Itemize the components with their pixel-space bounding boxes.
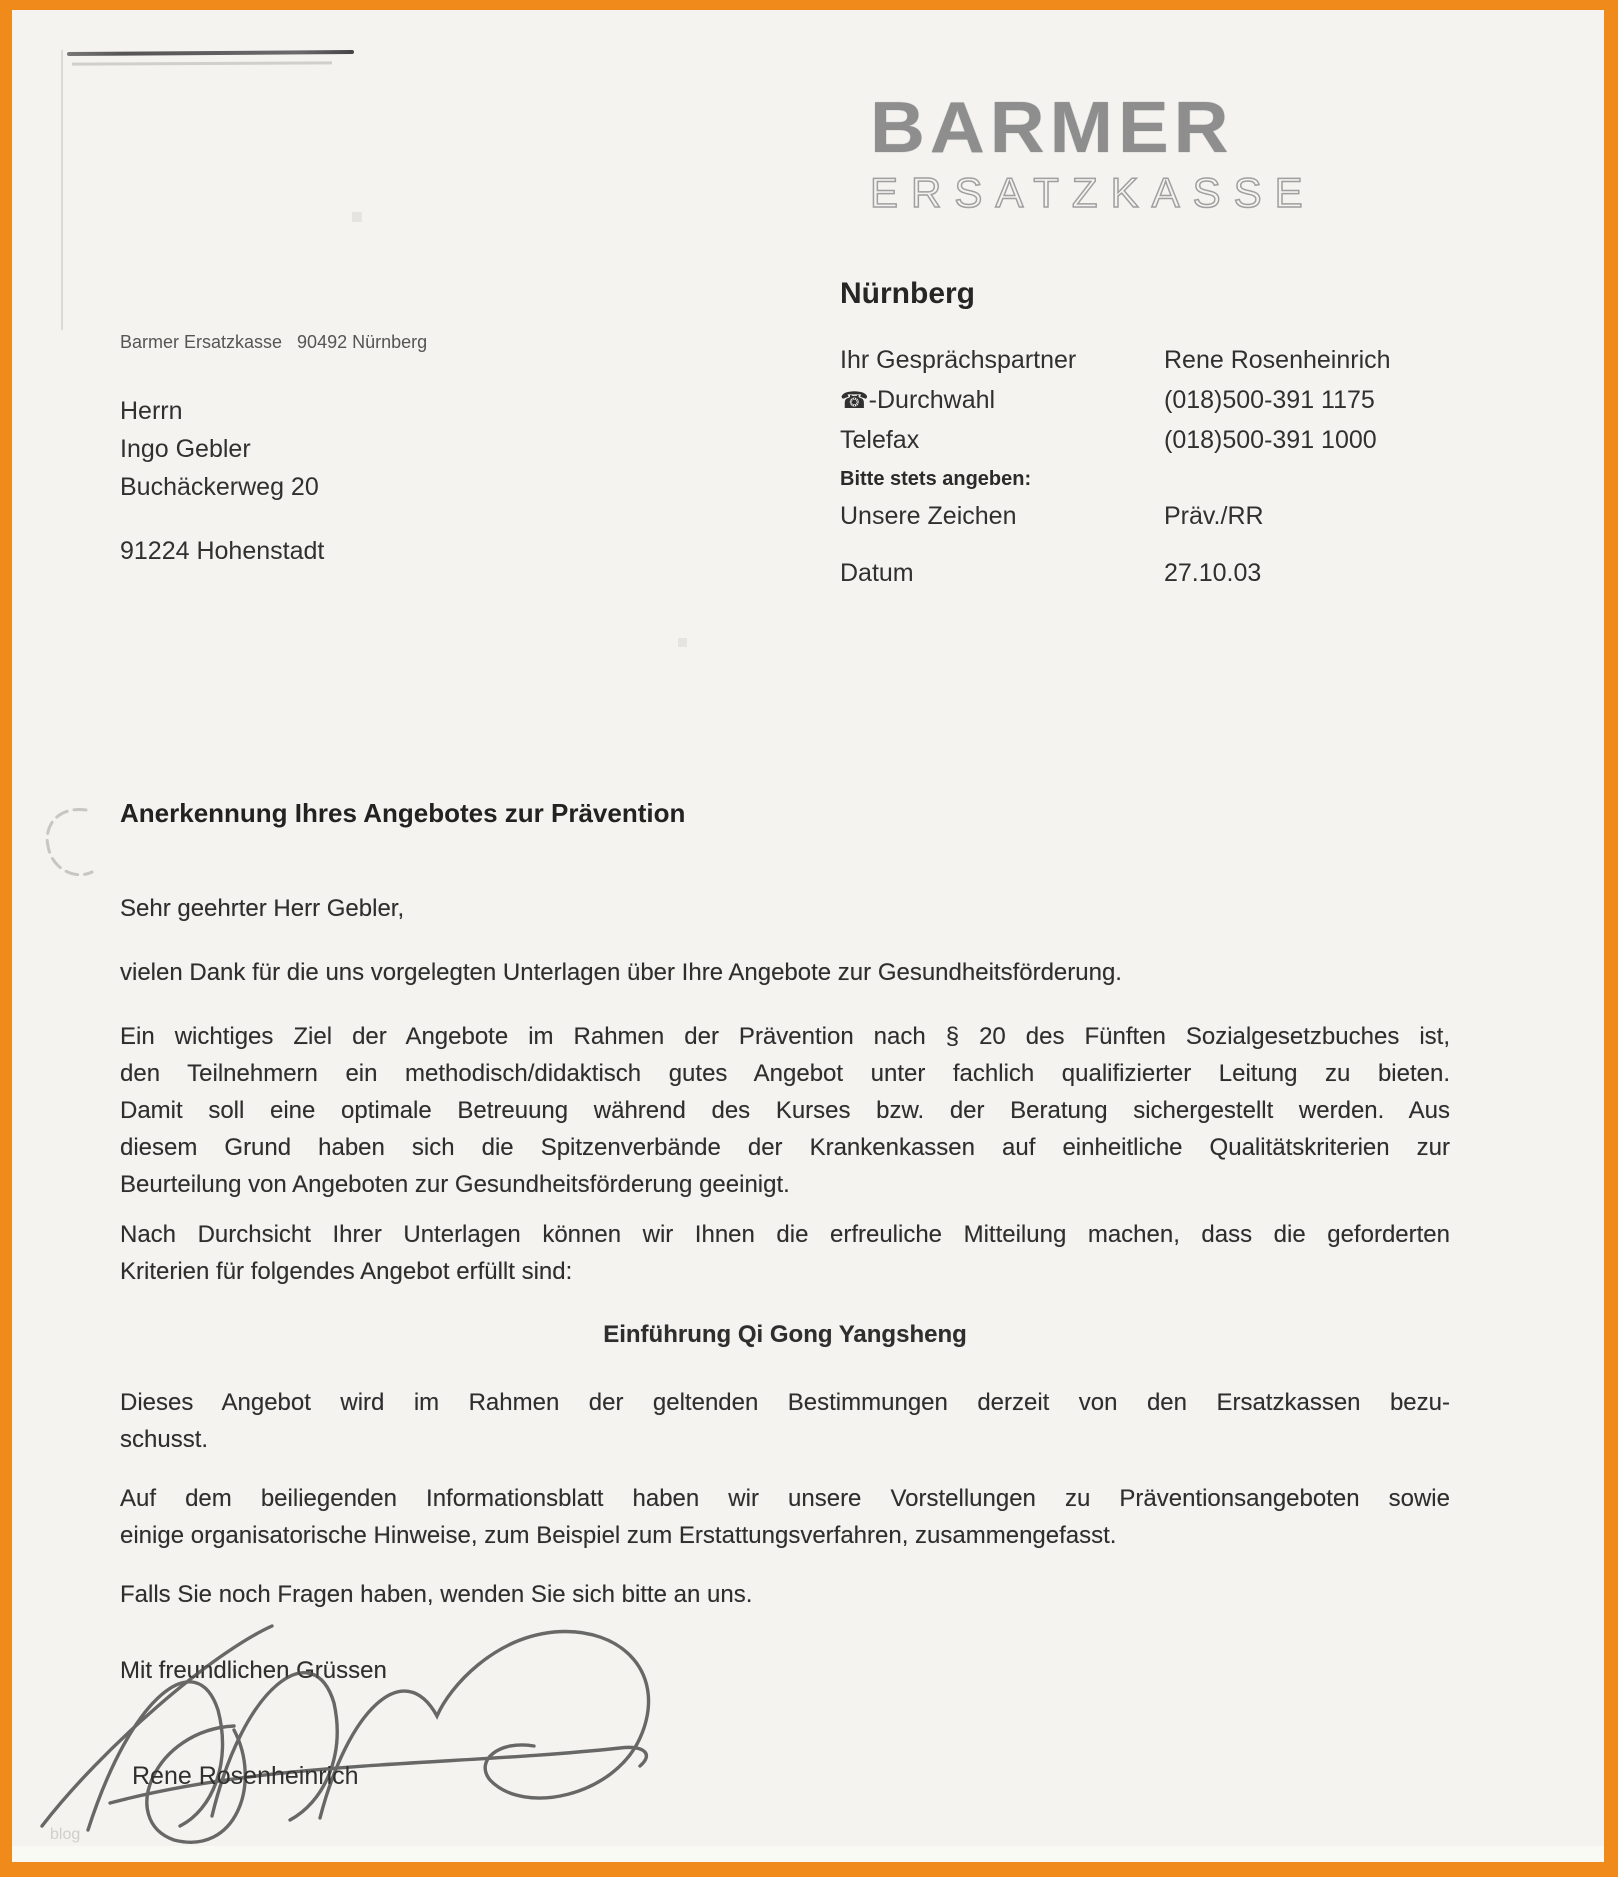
note-label: Bitte stets angeben:: [840, 468, 1032, 490]
scan-artifact-line: [67, 50, 354, 56]
recipient-address: [120, 392, 319, 506]
contact-phone-value: (018)500-391 1175: [1164, 386, 1375, 414]
contact-phone-label: ☎-Durchwahl: [840, 386, 996, 414]
reference-label: Unsere Zeichen: [840, 502, 1017, 530]
text-line: einige organisatorische Hinweise, zum Beispiel zum Erstattungsverfahren, zusammengefasst.: [120, 1522, 1117, 1549]
closing-salute: Mit freundlichen Grüssen: [120, 1657, 387, 1684]
contact-values: [1164, 340, 1391, 460]
barmer-logo-wordmark: BARMER: [870, 87, 1234, 168]
scan-dust: [352, 212, 362, 222]
text-line: Buchäckerweg 20: [120, 473, 319, 501]
reference-value: Präv./RR: [1164, 502, 1264, 530]
closing-question: Falls Sie noch Fragen haben, wenden Sie sich bitte an uns.: [120, 1581, 753, 1608]
text-line: diesem Grund haben sich die Spitzenverbände der Krankenkassen auf einheitliche Qualitätskriterien zur: [120, 1134, 1450, 1161]
text-line: Beurteilung von Angeboten zur Gesundheitsförderung geeinigt.: [120, 1171, 790, 1198]
barmer-logo: [870, 87, 1316, 216]
salutation: Sehr geehrter Herr Gebler,: [120, 895, 405, 922]
text-line: Dieses Angebot wird im Rahmen der geltenden Bestimmungen derzeit von den Ersatzkassen bezu-: [120, 1389, 1450, 1416]
telephone-icon: ☎: [840, 387, 869, 413]
contact-labels: [840, 340, 1076, 460]
handwritten-signature: [22, 1598, 682, 1848]
paragraph-ziel: [120, 1018, 1450, 1203]
text-line: Herrn: [120, 397, 183, 425]
scan-artifact-vertical-line: [61, 50, 63, 330]
paragraph-info: [120, 1480, 1450, 1554]
contact-fax-value: (018)500-391 1000: [1164, 426, 1377, 454]
sender-return-address: Barmer Ersatzkasse 90492 Nürnberg: [120, 332, 428, 352]
text-line: Ingo Gebler: [120, 435, 251, 463]
date-value: 27.10.03: [1164, 559, 1262, 587]
paragraph-thanks: vielen Dank für die uns vorgelegten Unterlagen über Ihre Angebote zur Gesundheitsförderung.: [120, 959, 1122, 986]
barmer-logo-subtitle: ERSATZKASSE: [870, 169, 1316, 216]
city-heading: Nürnberg: [840, 277, 975, 310]
subject-line: Anerkennung Ihres Angebotes zur Prävention: [120, 798, 686, 828]
date-label: Datum: [840, 559, 914, 587]
scan-dust: [678, 638, 687, 647]
paragraph-durchsicht: [120, 1216, 1450, 1290]
text-line: schusst.: [120, 1426, 209, 1453]
contact-fax-label: Telefax: [840, 426, 920, 454]
watermark-text: blog: [50, 1826, 81, 1843]
contact-partner-label: Ihr Gesprächspartner: [840, 346, 1077, 374]
text-line: Nach Durchsicht Ihrer Unterlagen können wir Ihnen die erfreuliche Mitteilung machen, dass die geforderten: [120, 1221, 1450, 1248]
text-line: Kriterien für folgendes Angebot erfüllt sind:: [120, 1258, 573, 1285]
text-line: Auf dem beiliegenden Informationsblatt haben wir unsere Vorstellungen zu Präventionsangeboten sowie: [120, 1485, 1450, 1512]
text-line: den Teilnehmern ein methodisch/didaktisch gutes Angebot unter fachlich qualifizierter Leitung zu bieten.: [120, 1060, 1450, 1087]
text-line: Ein wichtiges Ziel der Angebote im Rahmen der Prävention nach § 20 des Fünften Sozialgesetzbuches ist,: [120, 1023, 1450, 1050]
text-line: Damit soll eine optimale Betreuung während des Kurses bzw. der Beratung sichergestellt werden. Aus: [120, 1097, 1450, 1124]
course-title: Einführung Qi Gong Yangsheng: [603, 1321, 967, 1348]
paragraph-angebot: [120, 1384, 1450, 1458]
contact-partner-value: Rene Rosenheinrich: [1164, 346, 1391, 374]
scan-artifact-line-shadow: [72, 61, 332, 65]
signature-name: Rene Rosenheinrich: [132, 1762, 359, 1790]
letter-page: [12, 10, 1604, 1862]
scan-fold-mark: [36, 800, 100, 884]
recipient-city: 91224 Hohenstadt: [120, 537, 325, 565]
